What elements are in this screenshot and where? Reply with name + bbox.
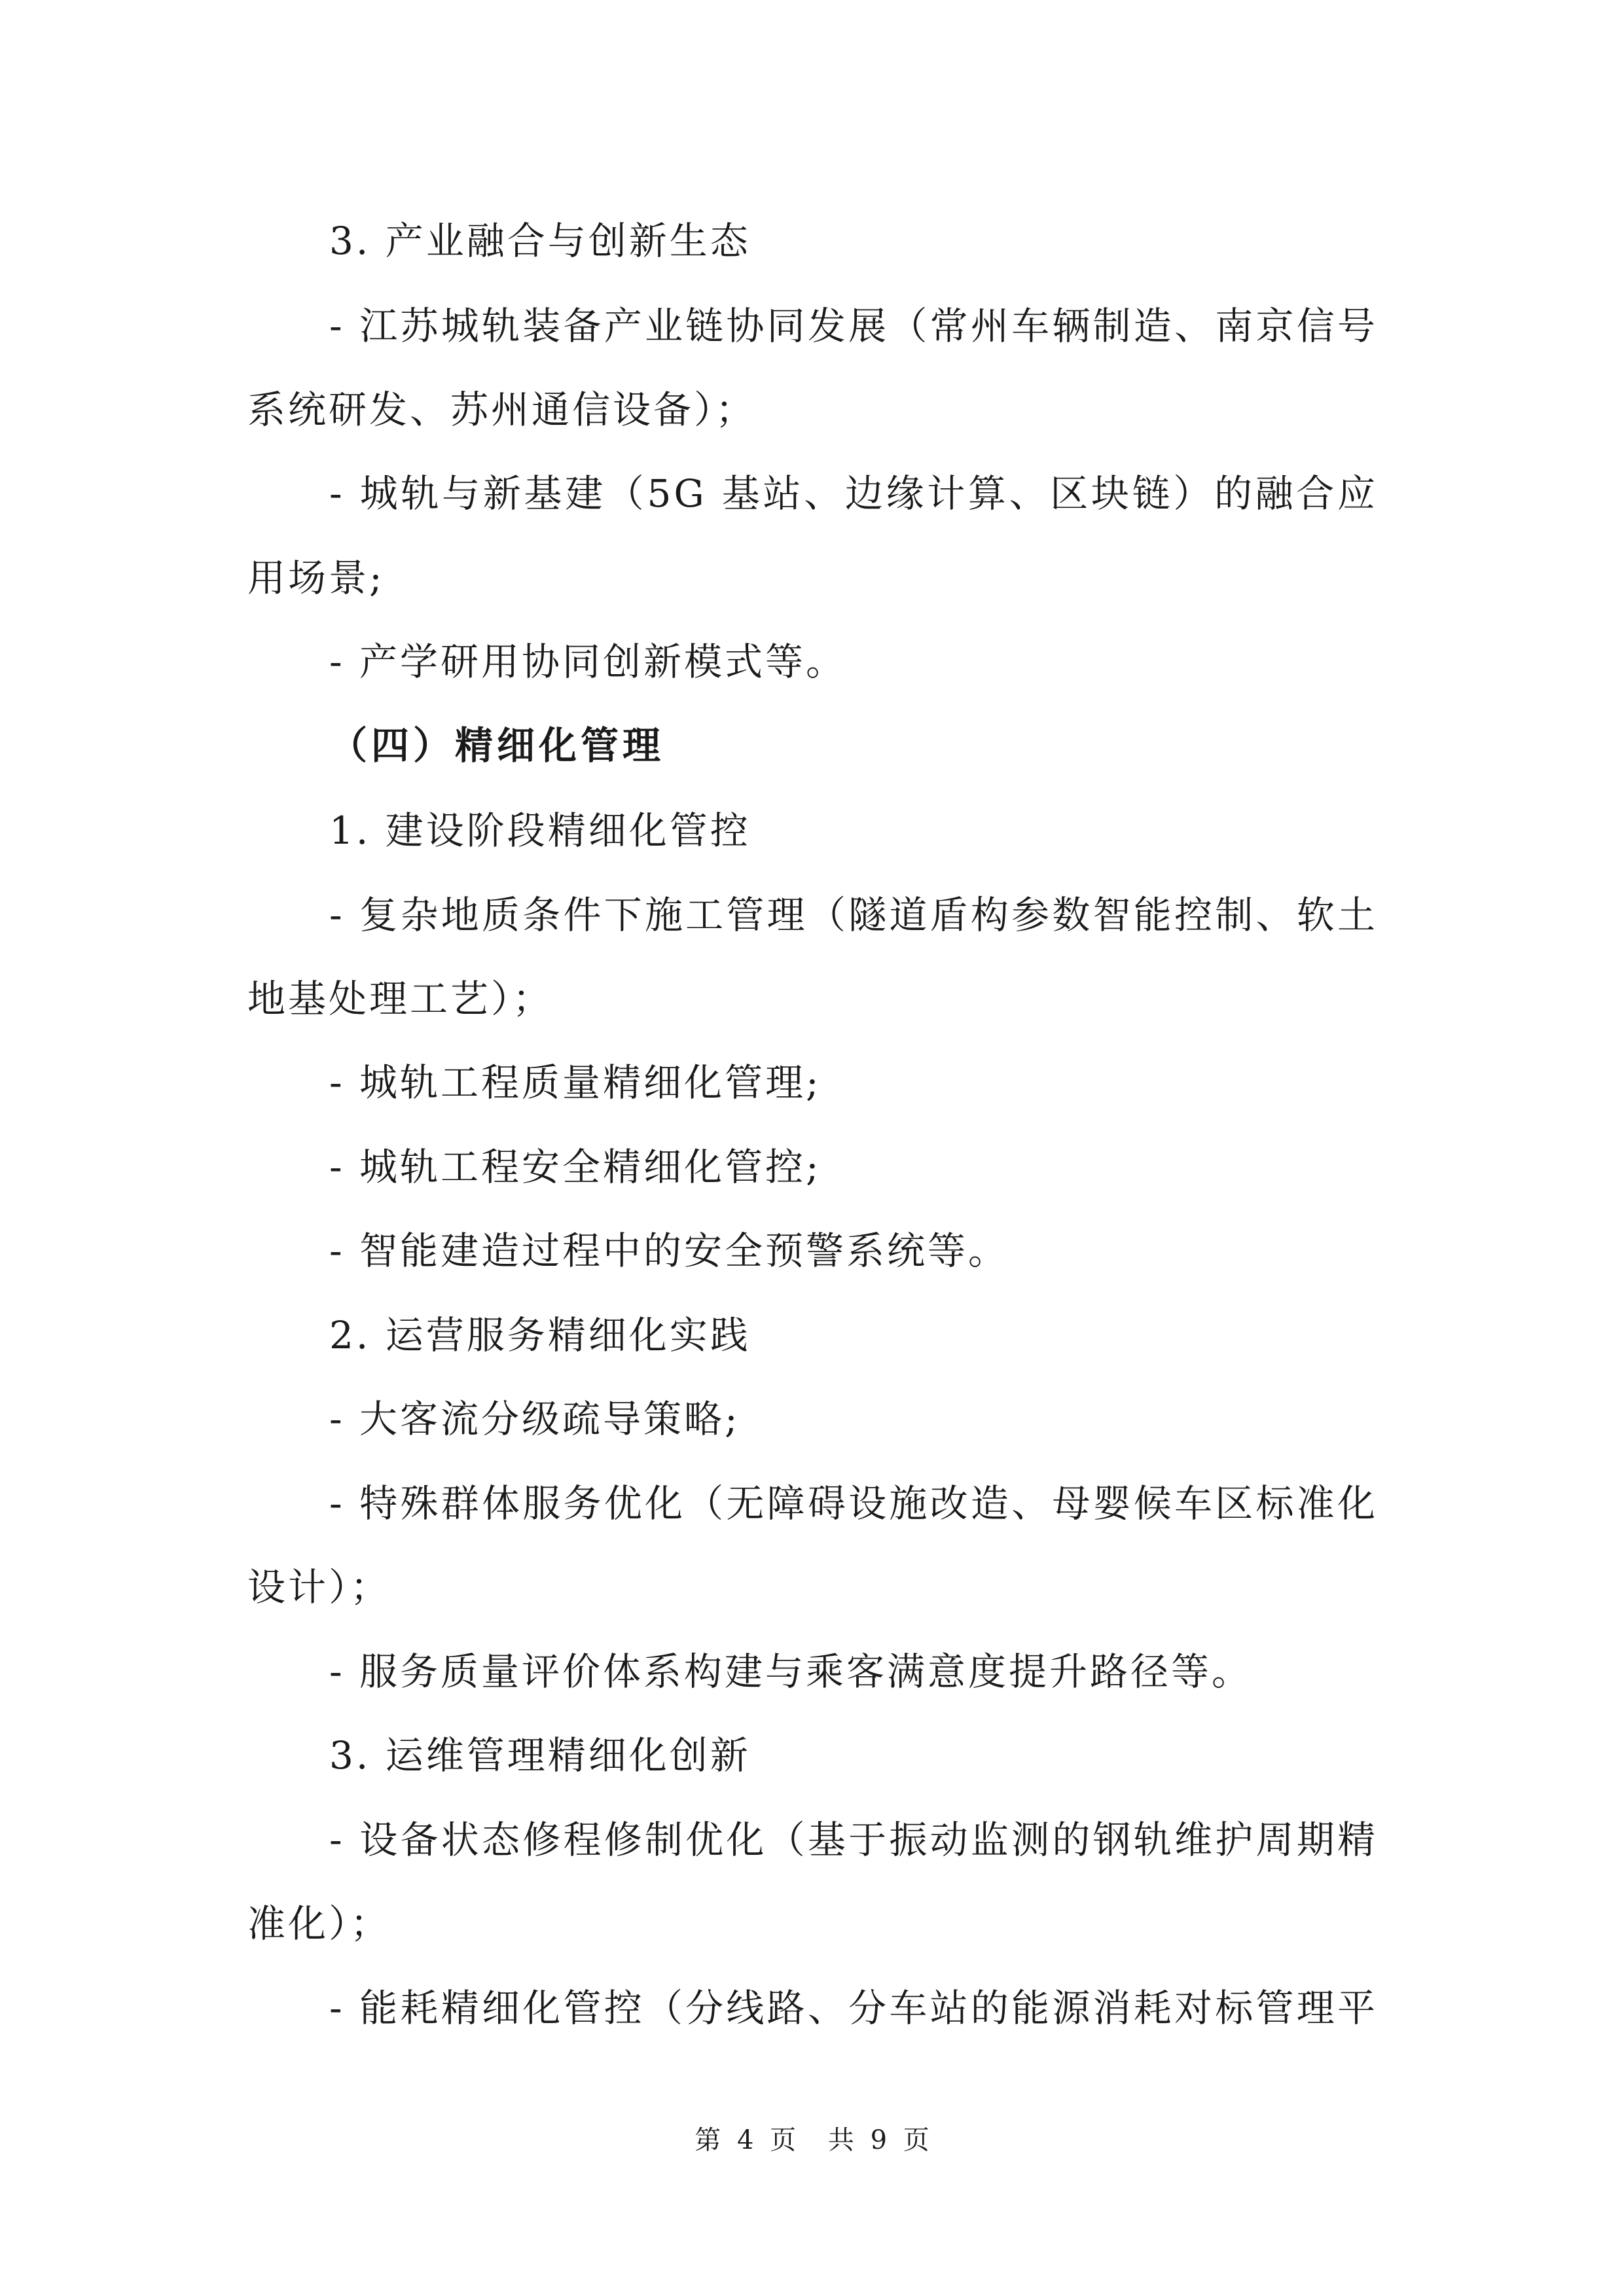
paragraph-line: - 江苏城轨装备产业链协同发展（常州车辆制造、南京信号 bbox=[329, 304, 1378, 348]
paragraph-line: - 产学研用协同创新模式等。 bbox=[329, 639, 847, 684]
paragraph-line: 设计）； bbox=[247, 1565, 391, 1609]
paragraph-line: - 城轨工程质量精细化管理; bbox=[329, 1060, 821, 1105]
paragraph-line: - 复杂地质条件下施工管理（隧道盾构参数智能控制、软土 bbox=[329, 893, 1378, 937]
paragraph-line: - 能耗精细化管控（分线路、分车站的能源消耗对标管理平 bbox=[329, 1986, 1378, 2030]
footer-page-unit: 页 bbox=[770, 2125, 797, 2155]
paragraph-line: 准化）； bbox=[247, 1901, 391, 1946]
paragraph-line: - 特殊群体服务优化（无障碍设施改造、母婴候车区标准化 bbox=[329, 1481, 1378, 1526]
section-subheading: 3. 产业融合与创新生态 bbox=[329, 219, 751, 263]
paragraph-line: - 设备状态修程修制优化（基于振动监测的钢轨维护周期精 bbox=[329, 1818, 1378, 1862]
footer-total-unit: 页 bbox=[903, 2125, 929, 2155]
section-subheading: 2. 运营服务精细化实践 bbox=[329, 1313, 751, 1357]
paragraph-line: 地基处理工艺）； bbox=[247, 977, 554, 1021]
paragraph-line: - 服务质量评价体系构建与乘客满意度提升路径等。 bbox=[329, 1649, 1253, 1694]
paragraph-line: 用场景; bbox=[247, 556, 385, 600]
paragraph-line: - 城轨与新基建（5G 基站、边缘计算、区块链）的融合应 bbox=[329, 471, 1378, 516]
paragraph-line: 系统研发、苏州通信设备）； bbox=[247, 387, 757, 432]
section-subheading: 1. 建设阶段精细化管控 bbox=[329, 808, 751, 853]
footer-total-prefix: 共 bbox=[827, 2125, 854, 2155]
footer-page-number: 4 bbox=[736, 2125, 754, 2155]
section-heading: （四）精细化管理 bbox=[329, 723, 665, 768]
page-footer bbox=[0, 2124, 1624, 2157]
paragraph-line: - 城轨工程安全精细化管控; bbox=[329, 1145, 821, 1189]
paragraph-line: - 大客流分级疏导策略; bbox=[329, 1397, 740, 1441]
footer-prefix: 第 bbox=[695, 2125, 721, 2155]
paragraph-line: - 智能建造过程中的安全预警系统等。 bbox=[329, 1229, 1009, 1273]
footer-total-pages: 9 bbox=[870, 2125, 888, 2155]
section-subheading: 3. 运维管理精细化创新 bbox=[329, 1733, 751, 1778]
